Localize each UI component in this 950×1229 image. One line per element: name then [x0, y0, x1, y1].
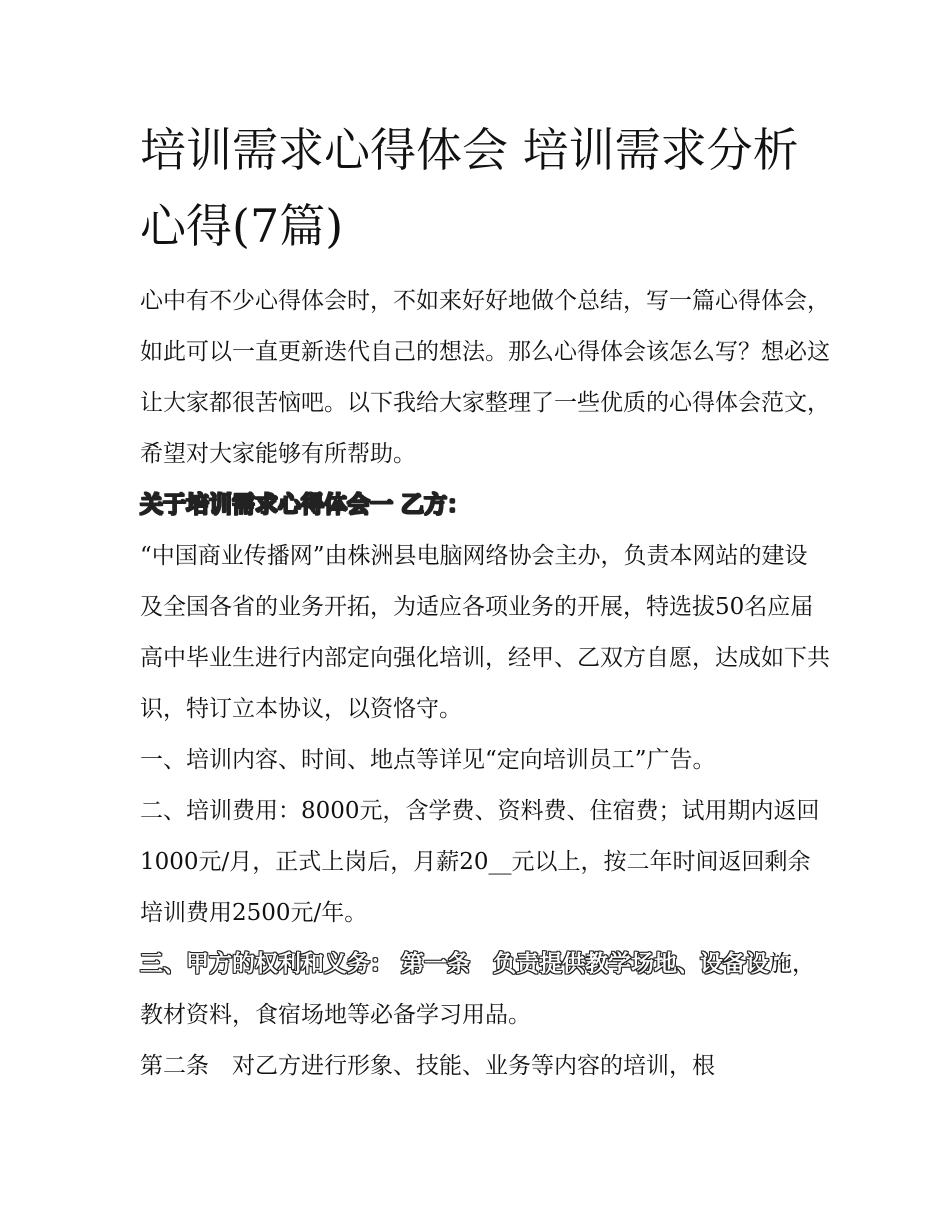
document-title: 培训需求心得体会 培训需求分析心得(7篇) — [140, 123, 799, 253]
party-a-rights-paragraph — [140, 939, 830, 1041]
section-heading-text: 关于培训需求心得体会一 乙方： — [140, 492, 471, 518]
training-content-paragraph: 一、培训内容、时间、地点等详见“定向培训员工”广告。 — [140, 747, 716, 773]
intro-paragraph: 心中有不少心得体会时，不如来好好地做个总结，写一篇心得体会，如此可以一直更新迭代自己的想法。那么心得体会该怎么写？想必这让大家都很苦恼吧。以下我给大家整理了一些优质的心得体会范文，希望对大家能够有所帮助。 — [140, 288, 830, 467]
document-body — [140, 276, 830, 1092]
party-a-rights-text: 施，教材资料，食宿场地等必备学习用品。 — [140, 951, 816, 1028]
training-fee-paragraph: 二、培训费用：8000元，含学费、资料费、住宿费；试用期内返回1000元/月，正式上岗后，月薪20__元以上，按二年时间返回剩余培训费用2500元/年。 — [140, 798, 820, 926]
article-two-paragraph: 第二条 对乙方进行形象、技能、业务等内容的培训，根 — [140, 1053, 715, 1079]
agreement-paragraph: “中国商业传播网”由株洲县电脑网络协会主办，负责本网站的建设及全国各省的业务开拓，为适应各项业务的开展，特选拔50名应届高中毕业生进行内部定向强化培训，经甲、乙双方自愿，达成如下共识，特订立本协议，以资恪守。 — [140, 543, 830, 722]
section-heading — [140, 480, 830, 531]
party-a-rights-heading: 三、甲方的权利和义务： 第一条 负责提供教学场地、设备设 — [140, 951, 770, 977]
